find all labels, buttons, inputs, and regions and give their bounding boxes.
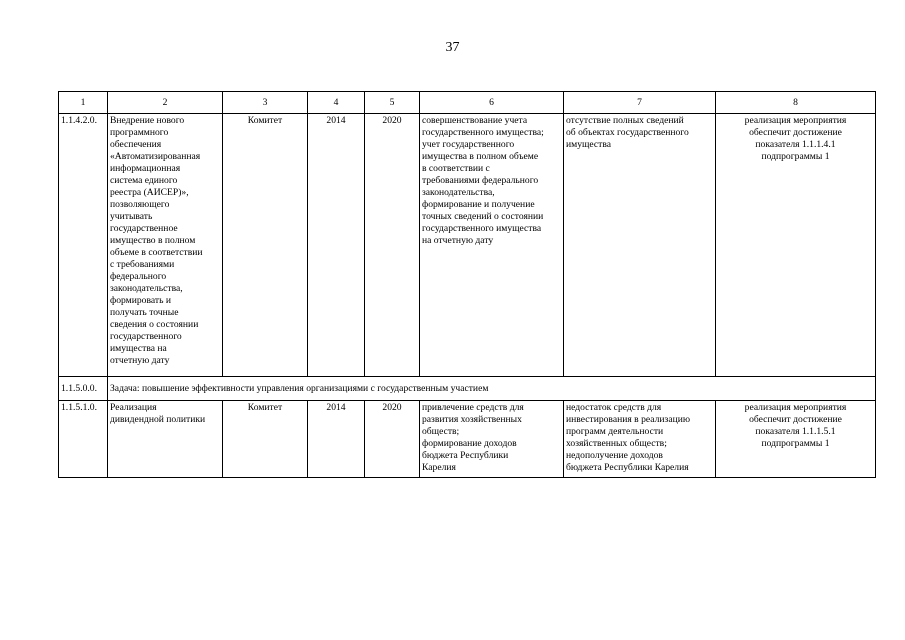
activity-consequences: отсутствие полных сведений об объектах государственного имущества: [564, 114, 716, 377]
activity-end-year: 2020: [365, 114, 420, 377]
activity-name: Внедрение нового программного обеспечения «Автоматизированная информационная система единого реестра (АИСЕР)», позволяющего учитывать государственное имущество в полном объеме в соответствии с требованиями федерального законодательства, формировать и получать точные сведения о состоянии государственного имущества на отчетную дату: [108, 114, 223, 377]
activities-table: [58, 91, 876, 478]
activity-indicator-link: реализация мероприятия обеспечит достижение показателя 1.1.1.5.1 подпрограммы 1: [716, 401, 876, 478]
header-row: [59, 92, 876, 114]
header-cell: 2: [108, 92, 223, 114]
table-row: [59, 114, 876, 377]
header-cell: 1: [59, 92, 108, 114]
header-cell: 6: [420, 92, 564, 114]
header-cell: 4: [308, 92, 365, 114]
activity-code: 1.1.5.1.0.: [59, 401, 108, 478]
activity-result: привлечение средств для развития хозяйственных обществ; формирование доходов бюджета Республики Карелия: [420, 401, 564, 478]
activity-executor: Комитет: [223, 401, 308, 478]
page-number: 37: [445, 40, 460, 55]
activity-executor: Комитет: [223, 114, 308, 377]
activity-result: совершенствование учета государственного имущества; учет государственного имущества в полном объеме в соответствии с требованиями федерального законодательства, формирование и получение точных сведений о состоянии государственного имущества на отчетную дату: [420, 114, 564, 377]
table-row: [59, 401, 876, 478]
header-cell: 5: [365, 92, 420, 114]
header-cell: 3: [223, 92, 308, 114]
activity-name: Реализация дивидендной политики: [108, 401, 223, 478]
activity-consequences: недостаток средств для инвестирования в реализацию программ деятельности хозяйственных обществ; недополучение доходов бюджета Республики Карелия: [564, 401, 716, 478]
task-text: Задача: повышение эффективности управления организациями с государственным участием: [108, 377, 876, 401]
header-cell: 7: [564, 92, 716, 114]
header-cell: 8: [716, 92, 876, 114]
activity-start-year: 2014: [308, 114, 365, 377]
activity-indicator-link: реализация мероприятия обеспечит достижение показателя 1.1.1.4.1 подпрограммы 1: [716, 114, 876, 377]
task-code: 1.1.5.0.0.: [59, 377, 108, 401]
activity-start-year: 2014: [308, 401, 365, 478]
activity-code: 1.1.4.2.0.: [59, 114, 108, 377]
task-row: [59, 377, 876, 401]
activity-end-year: 2020: [365, 401, 420, 478]
